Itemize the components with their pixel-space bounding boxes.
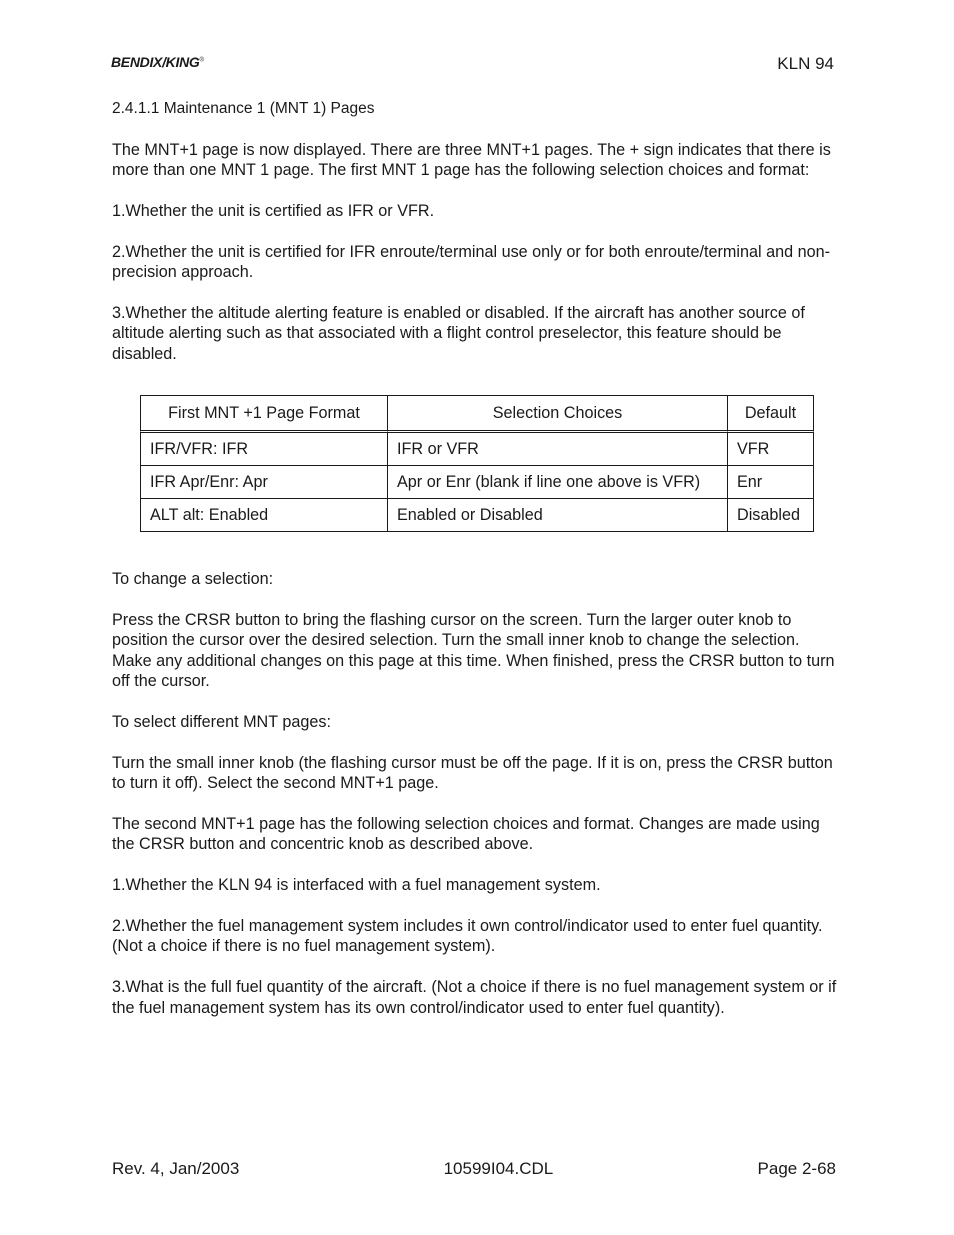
footer-document-id: 10599I04.CDL <box>443 1159 554 1178</box>
section-title: 2.4.1.1 Maintenance 1 (MNT 1) Pages <box>112 100 375 117</box>
table-header-cell: Default <box>728 395 814 433</box>
table-cell: Enabled or Disabled <box>388 499 728 532</box>
registered-mark: ® <box>199 57 204 64</box>
footer-revision: Rev. 4, Jan/2003 <box>112 1159 240 1178</box>
paragraph: To change a selection: <box>112 570 274 589</box>
table-cell: IFR or VFR <box>388 433 728 466</box>
table-cell: ALT alt: Enabled <box>140 499 388 532</box>
table-cell: VFR <box>728 433 814 466</box>
table-header-cell: First MNT +1 Page Format <box>140 395 388 433</box>
list-item: 2.Whether the unit is certified for IFR enroute/terminal use only or for both enroute/terminal and non-precision approach. <box>112 242 831 282</box>
table-cell: Disabled <box>728 499 814 532</box>
paragraph: The MNT+1 page is now displayed. There are three MNT+1 pages. The + sign indicates that there is more than one MNT 1 page. The first MNT 1 page has the following selection choices and format: <box>112 140 831 180</box>
table-row <box>140 499 814 532</box>
page-footer <box>112 1159 836 1179</box>
paragraph: To select different MNT pages: <box>112 713 331 732</box>
header-model: KLN 94 <box>777 54 834 73</box>
list-item: 2.Whether the fuel management system includes it own control/indicator used to enter fuel quantity. (Not a choice if there is no fuel management system). <box>112 917 823 956</box>
paragraph: Turn the small inner knob (the flashing cursor must be off the page. If it is on, press the CRSR button to turn it off). Select the second MNT+1 page. <box>112 753 833 793</box>
table-cell: Enr <box>728 466 814 499</box>
list-item: 3.What is the full fuel quantity of the aircraft. (Not a choice if there is no fuel management system or if the fuel management system has its own control/indicator used to enter fuel quantity). <box>112 978 837 1017</box>
document-body <box>112 99 842 1038</box>
paragraph: Press the CRSR button to bring the flashing cursor on the screen. Turn the larger outer knob to position the cursor over the desired selection. Turn the small inner knob to change the selection. Make any additional changes on this page at this time. When finished, press the CRSR button to turn off the cursor. <box>112 611 835 691</box>
table-header-row <box>140 395 814 433</box>
table-cell: IFR/VFR: IFR <box>140 433 388 466</box>
table-row <box>140 433 814 466</box>
table-cell: Apr or Enr (blank if line one above is VFR) <box>388 466 728 499</box>
brand-logo <box>111 54 204 70</box>
list-item: 3.Whether the altitude alerting feature is enabled or disabled. If the aircraft has another source of altitude alerting such as that associated with a flight control preselector, this feature should be disabled. <box>112 304 805 363</box>
table-row <box>140 466 814 499</box>
footer-page-number: Page 2-68 <box>757 1159 836 1178</box>
mnt1-format-table <box>140 395 814 532</box>
paragraph: The second MNT+1 page has the following selection choices and format. Changes are made using the CRSR button and concentric knob as described above. <box>112 815 820 854</box>
table-header-cell: Selection Choices <box>388 395 728 433</box>
mnt1-format-table-wrapper <box>140 395 842 532</box>
table-cell: IFR Apr/Enr: Apr <box>140 466 388 499</box>
brand-logo-text: BENDIX/KING <box>111 54 200 70</box>
list-item: 1.Whether the KLN 94 is interfaced with a fuel management system. <box>112 876 601 895</box>
list-item: 1.Whether the unit is certified as IFR or VFR. <box>112 202 435 220</box>
